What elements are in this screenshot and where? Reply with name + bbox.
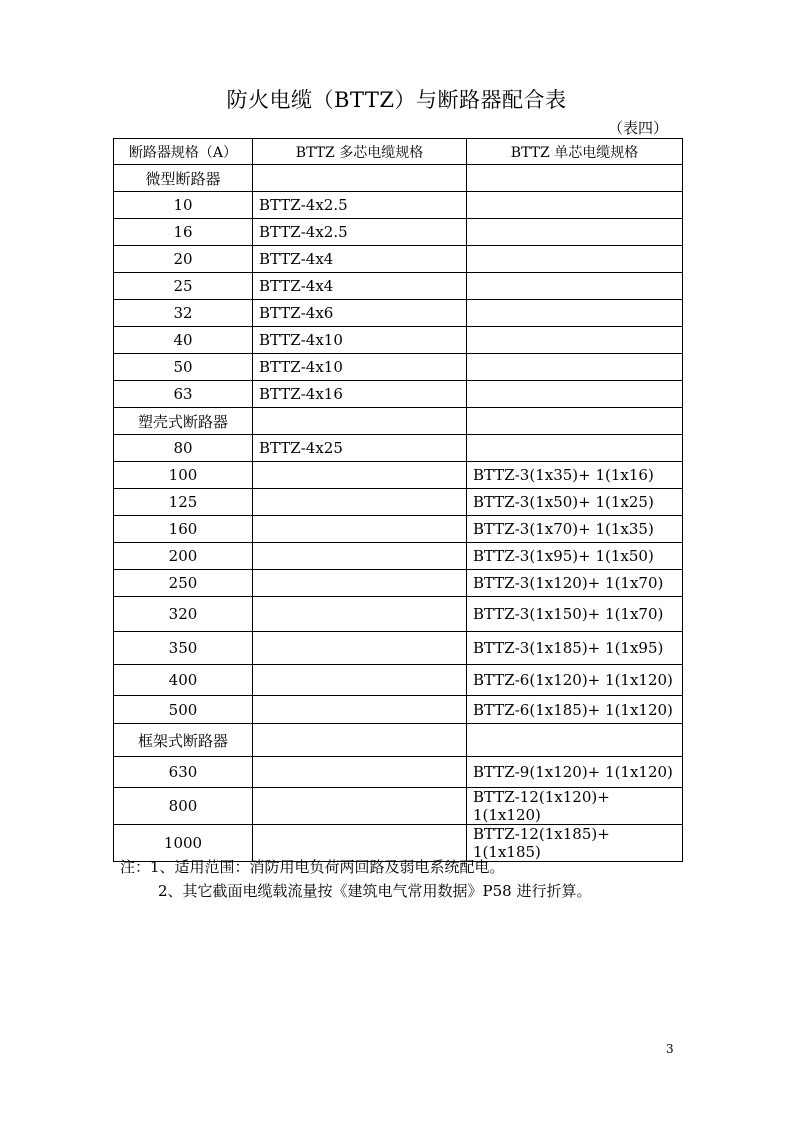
multicore-cable-cell: BTTZ-4x4 [253,246,467,273]
singlecore-cable-cell [467,408,683,435]
multicore-cable-cell [253,665,467,696]
breaker-rating-cell: 350 [114,632,253,665]
table-row [114,489,683,516]
table-row [114,665,683,696]
singlecore-cable-cell [467,381,683,408]
table-group-row [114,408,683,435]
breaker-rating-cell: 50 [114,354,253,381]
singlecore-cable-cell [467,192,683,219]
multicore-cable-cell: BTTZ-4x6 [253,300,467,327]
multicore-cable-cell: BTTZ-4x16 [253,381,467,408]
singlecore-cable-cell: BTTZ-3(1x50)+ 1(1x25) [467,489,683,516]
multicore-cable-cell [253,570,467,597]
breaker-rating-cell: 500 [114,696,253,724]
singlecore-cable-cell: BTTZ-3(1x35)+ 1(1x16) [467,462,683,489]
table-row [114,246,683,273]
table-row [114,543,683,570]
table-row [114,192,683,219]
notes [120,855,592,903]
breaker-rating-cell: 16 [114,219,253,246]
breaker-rating-cell: 框架式断路器 [114,724,253,757]
page-number: 3 [666,1042,674,1056]
breaker-rating-cell: 微型断路器 [114,165,253,192]
header-breaker-spec: 断路器规格（A） [114,139,253,165]
table-row [114,632,683,665]
multicore-cable-cell: BTTZ-4x10 [253,327,467,354]
multicore-cable-cell [253,632,467,665]
header-multicore-cable: BTTZ 多芯电缆规格 [253,139,467,165]
document-title: 防火电缆（BTTZ）与断路器配合表 [226,88,567,112]
table-row [114,696,683,724]
breaker-rating-cell: 200 [114,543,253,570]
breaker-rating-cell: 80 [114,435,253,462]
multicore-cable-cell [253,597,467,632]
table-row [114,788,683,825]
multicore-cable-cell [253,724,467,757]
singlecore-cable-cell: BTTZ-9(1x120)+ 1(1x120) [467,757,683,788]
multicore-cable-cell: BTTZ-4x2.5 [253,219,467,246]
breaker-rating-cell: 10 [114,192,253,219]
table-body [114,165,683,862]
multicore-cable-cell [253,757,467,788]
multicore-cable-cell [253,408,467,435]
singlecore-cable-cell: BTTZ-6(1x185)+ 1(1x120) [467,696,683,724]
singlecore-cable-cell [467,165,683,192]
table-header-row [114,139,683,165]
singlecore-cable-cell [467,300,683,327]
breaker-rating-cell: 40 [114,327,253,354]
table-row [114,570,683,597]
singlecore-cable-cell: BTTZ-3(1x70)+ 1(1x35) [467,516,683,543]
breaker-rating-cell: 800 [114,788,253,825]
multicore-cable-cell: BTTZ-4x25 [253,435,467,462]
breaker-rating-cell: 630 [114,757,253,788]
breaker-rating-cell: 100 [114,462,253,489]
singlecore-cable-cell: BTTZ-3(1x150)+ 1(1x70) [467,597,683,632]
table-row [114,300,683,327]
breaker-cable-table [113,138,683,862]
multicore-cable-cell [253,462,467,489]
breaker-rating-cell: 25 [114,273,253,300]
breaker-rating-cell: 塑壳式断路器 [114,408,253,435]
table-row [114,435,683,462]
note-line-2: 2、其它截面电缆载流量按《建筑电气常用数据》P58 进行折算。 [158,882,592,900]
singlecore-cable-cell [467,273,683,300]
multicore-cable-cell: BTTZ-4x4 [253,273,467,300]
multicore-cable-cell: BTTZ-4x2.5 [253,192,467,219]
table-row [114,273,683,300]
singlecore-cable-cell [467,327,683,354]
table-row [114,462,683,489]
singlecore-cable-cell [467,246,683,273]
multicore-cable-cell [253,543,467,570]
singlecore-cable-cell [467,354,683,381]
breaker-rating-cell: 400 [114,665,253,696]
singlecore-cable-cell: BTTZ-3(1x95)+ 1(1x50) [467,543,683,570]
table-row [114,597,683,632]
breaker-rating-cell: 320 [114,597,253,632]
multicore-cable-cell [253,788,467,825]
table-row [114,381,683,408]
table-row [114,354,683,381]
breaker-rating-cell: 32 [114,300,253,327]
table-group-row [114,165,683,192]
note-line-1: 注：1、适用范围：消防用电负荷两回路及弱电系统配电。 [120,858,505,876]
breaker-rating-cell: 250 [114,570,253,597]
multicore-cable-cell [253,165,467,192]
breaker-rating-cell: 20 [114,246,253,273]
singlecore-cable-cell: BTTZ-12(1x120)+ 1(1x120) [467,788,683,825]
table-group-row [114,724,683,757]
table-row [114,516,683,543]
singlecore-cable-cell [467,219,683,246]
multicore-cable-cell [253,489,467,516]
table-row [114,327,683,354]
table-row [114,219,683,246]
breaker-rating-cell: 1000 [114,825,253,862]
breaker-rating-cell: 160 [114,516,253,543]
singlecore-cable-cell: BTTZ-12(1x185)+ 1(1x185) [467,825,683,862]
header-singlecore-cable: BTTZ 单芯电缆规格 [467,139,683,165]
singlecore-cable-cell: BTTZ-3(1x120)+ 1(1x70) [467,570,683,597]
singlecore-cable-cell [467,724,683,757]
breaker-rating-cell: 63 [114,381,253,408]
table-number: （表四） [608,119,669,137]
multicore-cable-cell [253,516,467,543]
table-row [114,757,683,788]
singlecore-cable-cell [467,435,683,462]
singlecore-cable-cell: BTTZ-6(1x120)+ 1(1x120) [467,665,683,696]
multicore-cable-cell [253,696,467,724]
multicore-cable-cell: BTTZ-4x10 [253,354,467,381]
singlecore-cable-cell: BTTZ-3(1x185)+ 1(1x95) [467,632,683,665]
breaker-rating-cell: 125 [114,489,253,516]
